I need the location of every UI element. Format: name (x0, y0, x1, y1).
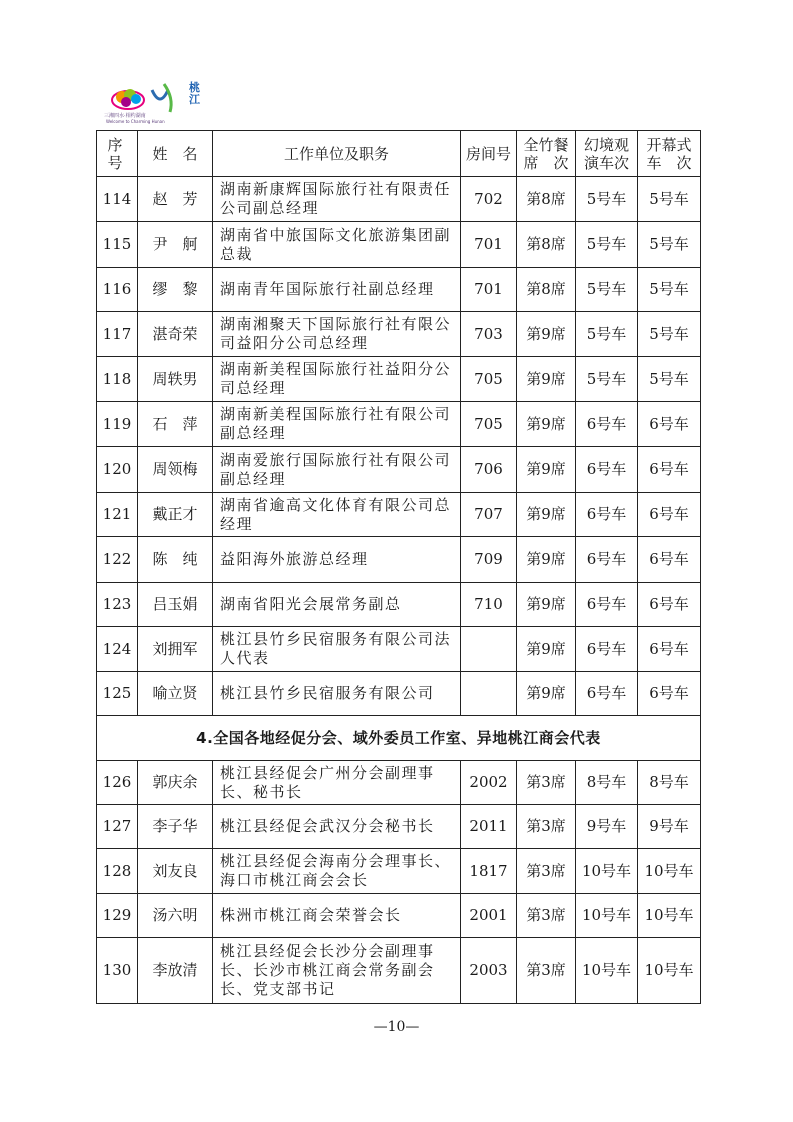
row-seat: 第3席 (517, 805, 576, 849)
row-number: 116 (97, 268, 138, 312)
table-row (97, 672, 701, 716)
row-name: 周领梅 (138, 447, 213, 493)
row-number: 130 (97, 938, 138, 1004)
row-seat: 第9席 (517, 402, 576, 447)
row-org: 湖南省中旅国际文化旅游集团副总裁 (213, 222, 461, 268)
col-header-show: 幻境观演车次 (576, 131, 638, 177)
row-seat: 第9席 (517, 627, 576, 672)
row-org: 湖南新美程国际旅行社益阳分公司总经理 (213, 357, 461, 402)
row-name: 李子华 (138, 805, 213, 849)
col-header-name: 姓 名 (138, 131, 213, 177)
row-seat: 第3席 (517, 849, 576, 894)
row-show-bus: 6号车 (576, 672, 638, 716)
row-seat: 第3席 (517, 761, 576, 805)
row-number: 128 (97, 849, 138, 894)
row-opening-bus: 6号车 (638, 672, 701, 716)
row-show-bus: 5号车 (576, 222, 638, 268)
table-row (97, 627, 701, 672)
row-opening-bus: 6号车 (638, 583, 701, 627)
row-number: 129 (97, 894, 138, 938)
row-number: 114 (97, 177, 138, 222)
row-show-bus: 5号车 (576, 312, 638, 357)
row-opening-bus: 5号车 (638, 357, 701, 402)
row-opening-bus: 10号车 (638, 894, 701, 938)
row-org: 桃江县经促会武汉分会秘书长 (213, 805, 461, 849)
row-org: 湖南省阳光会展常务副总 (213, 583, 461, 627)
row-show-bus: 5号车 (576, 268, 638, 312)
table-row (97, 938, 701, 1004)
row-room: 707 (461, 493, 517, 537)
table-row (97, 357, 701, 402)
row-show-bus: 9号车 (576, 805, 638, 849)
table-row (97, 402, 701, 447)
row-number: 127 (97, 805, 138, 849)
table-header-row (97, 131, 701, 177)
row-seat: 第8席 (517, 268, 576, 312)
row-show-bus: 5号车 (576, 357, 638, 402)
row-room: 703 (461, 312, 517, 357)
row-show-bus: 5号车 (576, 177, 638, 222)
row-room: 2001 (461, 894, 517, 938)
row-org: 湖南新康辉国际旅行社有限责任公司副总经理 (213, 177, 461, 222)
row-name: 陈 纯 (138, 537, 213, 583)
row-opening-bus: 5号车 (638, 312, 701, 357)
row-number: 125 (97, 672, 138, 716)
row-seat: 第9席 (517, 537, 576, 583)
col-header-room: 房间号 (461, 131, 517, 177)
row-opening-bus: 6号车 (638, 493, 701, 537)
row-room: 2002 (461, 761, 517, 805)
row-opening-bus: 5号车 (638, 177, 701, 222)
row-number: 124 (97, 627, 138, 672)
row-name: 石 萍 (138, 402, 213, 447)
col-header-seat: 全竹餐席 次 (517, 131, 576, 177)
row-name: 喻立贤 (138, 672, 213, 716)
row-room: 705 (461, 357, 517, 402)
row-room: 701 (461, 268, 517, 312)
section-title: 4.全国各地经促分会、域外委员工作室、异地桃江商会代表 (97, 716, 701, 761)
row-number: 123 (97, 583, 138, 627)
table-row (97, 583, 701, 627)
row-org: 湖南省逾高文化体育有限公司总经理 (213, 493, 461, 537)
row-room: 709 (461, 537, 517, 583)
row-room (461, 627, 517, 672)
row-org: 湖南湘聚天下国际旅行社有限公司益阳分公司总经理 (213, 312, 461, 357)
table-row (97, 222, 701, 268)
row-opening-bus: 8号车 (638, 761, 701, 805)
row-opening-bus: 6号车 (638, 627, 701, 672)
row-show-bus: 6号车 (576, 627, 638, 672)
row-seat: 第9席 (517, 672, 576, 716)
row-name: 郭庆余 (138, 761, 213, 805)
row-number: 117 (97, 312, 138, 357)
row-seat: 第3席 (517, 938, 576, 1004)
attendee-table (96, 130, 701, 1004)
row-room: 702 (461, 177, 517, 222)
row-show-bus: 6号车 (576, 493, 638, 537)
table-row (97, 312, 701, 357)
row-show-bus: 10号车 (576, 938, 638, 1004)
row-name: 赵 芳 (138, 177, 213, 222)
row-name: 尹 舸 (138, 222, 213, 268)
row-room: 705 (461, 402, 517, 447)
row-org: 株洲市桃江商会荣誉会长 (213, 894, 461, 938)
row-name: 刘拥军 (138, 627, 213, 672)
row-show-bus: 6号车 (576, 402, 638, 447)
row-seat: 第9席 (517, 447, 576, 493)
row-seat: 第3席 (517, 894, 576, 938)
logo-tagline-en: Welcome to Charming Hunan (106, 119, 165, 124)
row-room: 710 (461, 583, 517, 627)
row-name: 李放清 (138, 938, 213, 1004)
row-show-bus: 6号车 (576, 537, 638, 583)
col-header-no: 序号 (97, 131, 138, 177)
row-room: 2003 (461, 938, 517, 1004)
header-logos (104, 80, 234, 124)
row-org: 桃江县竹乡民宿服务有限公司 (213, 672, 461, 716)
logo-tagline: 三湘四水·相约湖南 (104, 113, 146, 119)
table-row (97, 805, 701, 849)
row-opening-bus: 5号车 (638, 222, 701, 268)
row-show-bus: 8号车 (576, 761, 638, 805)
col-header-bus: 开幕式车 次 (638, 131, 701, 177)
row-show-bus: 6号车 (576, 447, 638, 493)
row-room: 706 (461, 447, 517, 493)
row-seat: 第9席 (517, 493, 576, 537)
row-name: 吕玉娟 (138, 583, 213, 627)
page-number: —10— (373, 1019, 420, 1035)
row-name: 缪 黎 (138, 268, 213, 312)
row-opening-bus: 5号车 (638, 268, 701, 312)
row-name: 湛奇荣 (138, 312, 213, 357)
row-number: 119 (97, 402, 138, 447)
row-org: 桃江县竹乡民宿服务有限公司法人代表 (213, 627, 461, 672)
row-org: 益阳海外旅游总经理 (213, 537, 461, 583)
row-org: 湖南新美程国际旅行社有限公司副总经理 (213, 402, 461, 447)
row-seat: 第8席 (517, 177, 576, 222)
row-org: 湖南爱旅行国际旅行社有限公司副总经理 (213, 447, 461, 493)
row-number: 118 (97, 357, 138, 402)
row-opening-bus: 6号车 (638, 447, 701, 493)
county-logo-text: 桃江 (189, 81, 200, 106)
row-show-bus: 6号车 (576, 583, 638, 627)
table-row (97, 447, 701, 493)
row-show-bus: 10号车 (576, 849, 638, 894)
row-number: 122 (97, 537, 138, 583)
row-opening-bus: 10号车 (638, 938, 701, 1004)
hunan-tourism-logo (104, 80, 184, 114)
table-row (97, 268, 701, 312)
row-opening-bus: 9号车 (638, 805, 701, 849)
row-opening-bus: 6号车 (638, 537, 701, 583)
row-name: 汤六明 (138, 894, 213, 938)
row-room: 701 (461, 222, 517, 268)
section-row (97, 716, 701, 761)
table-row (97, 761, 701, 805)
row-name: 戴正才 (138, 493, 213, 537)
col-header-org: 工作单位及职务 (213, 131, 461, 177)
table-row (97, 537, 701, 583)
row-number: 115 (97, 222, 138, 268)
row-room: 1817 (461, 849, 517, 894)
row-org: 桃江县经促会长沙分会副理事长、长沙市桃江商会常务副会长、党支部书记 (213, 938, 461, 1004)
row-opening-bus: 6号车 (638, 402, 701, 447)
table-row (97, 894, 701, 938)
table-row (97, 493, 701, 537)
row-number: 121 (97, 493, 138, 537)
row-number: 126 (97, 761, 138, 805)
table-row (97, 849, 701, 894)
row-name: 周轶男 (138, 357, 213, 402)
row-seat: 第9席 (517, 357, 576, 402)
row-number: 120 (97, 447, 138, 493)
row-room (461, 672, 517, 716)
row-org: 桃江县经促会广州分会副理事长、秘书长 (213, 761, 461, 805)
row-seat: 第8席 (517, 222, 576, 268)
row-org: 桃江县经促会海南分会理事长、海口市桃江商会会长 (213, 849, 461, 894)
table-row (97, 177, 701, 222)
row-seat: 第9席 (517, 583, 576, 627)
row-show-bus: 10号车 (576, 894, 638, 938)
row-room: 2011 (461, 805, 517, 849)
row-opening-bus: 10号车 (638, 849, 701, 894)
row-name: 刘友良 (138, 849, 213, 894)
row-org: 湖南青年国际旅行社副总经理 (213, 268, 461, 312)
row-seat: 第9席 (517, 312, 576, 357)
